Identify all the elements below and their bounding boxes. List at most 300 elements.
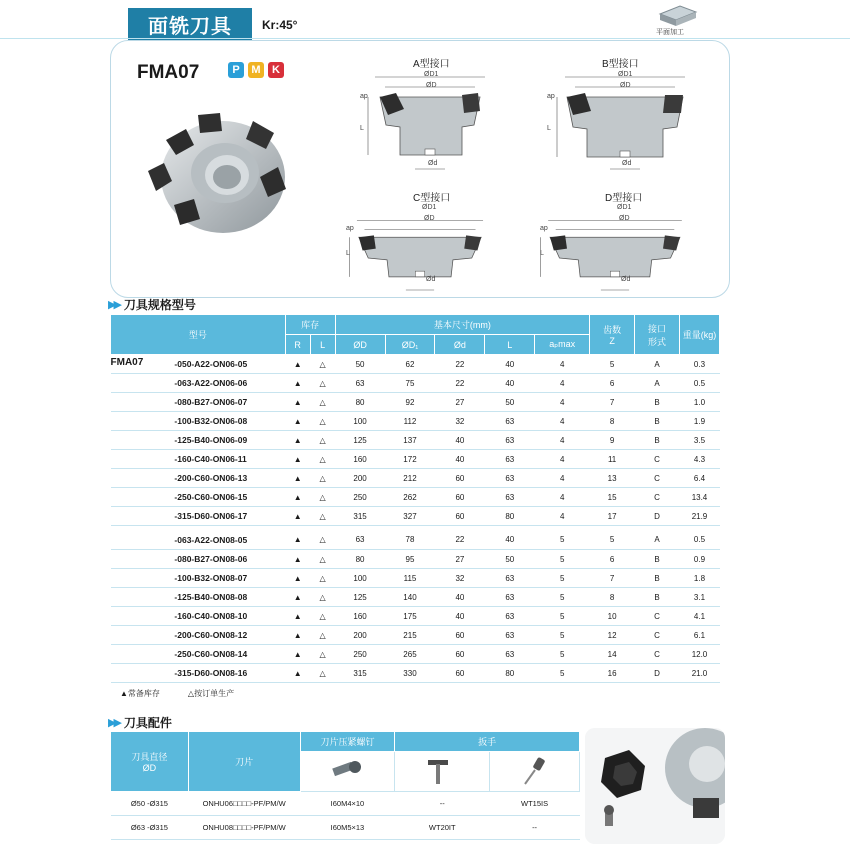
product-code: FMA07: [137, 62, 200, 83]
table-cell: △: [310, 507, 335, 526]
table-cell: B: [635, 393, 680, 412]
table-cell: 315: [335, 664, 385, 683]
model-cell: -100-B32-ON06-08: [170, 412, 285, 431]
table-row: [111, 816, 580, 840]
table-cell: A: [635, 355, 680, 374]
table-cell: △: [310, 531, 335, 550]
table-row: [111, 645, 720, 664]
model-cell: -250-C60-ON06-15: [170, 488, 285, 507]
model-prefix: [111, 412, 171, 431]
model-prefix: [111, 645, 171, 664]
table-cell: 27: [435, 550, 485, 569]
table-cell: 115: [385, 569, 435, 588]
table-cell: 60: [435, 626, 485, 645]
acc-header-wrench: 扳手: [395, 732, 580, 752]
diagram-c-title: C型接口: [413, 193, 451, 204]
screwdriver-icon: [515, 756, 555, 786]
table-cell: C: [635, 607, 680, 626]
model-cell: -200-C60-ON08-12: [170, 626, 285, 645]
table-cell: 1.8: [679, 569, 719, 588]
table-row: [111, 531, 720, 550]
model-cell: -080-B27-ON08-06: [170, 550, 285, 569]
table-cell: --: [490, 816, 580, 840]
table-cell: 0.5: [679, 531, 719, 550]
table-cell: ▲: [285, 664, 310, 683]
table-cell: 3.1: [679, 588, 719, 607]
table-cell: 63: [485, 588, 535, 607]
table-cell: 262: [385, 488, 435, 507]
table-cell: 63: [485, 450, 535, 469]
table-row: [111, 374, 720, 393]
model-cell: -315-D60-ON06-17: [170, 507, 285, 526]
model-prefix: [111, 626, 171, 645]
diagram-b-dd: Ød: [622, 160, 632, 167]
legend-stock: ▲常备库存: [120, 689, 160, 698]
material-badge-p: P: [228, 62, 244, 78]
table-cell: 265: [385, 645, 435, 664]
table-cell: 160: [335, 450, 385, 469]
table-cell: WT15IS: [490, 792, 580, 816]
table-cell: D: [635, 664, 680, 683]
accessories-section-heading: [108, 714, 172, 731]
header-weight: 重量(kg): [679, 315, 719, 355]
table-cell: 175: [385, 607, 435, 626]
table-cell: 6: [590, 374, 635, 393]
diagram-c: [340, 198, 500, 318]
table-cell: 15: [590, 488, 635, 507]
table-cell: 10: [590, 607, 635, 626]
table-cell: 5: [590, 531, 635, 550]
table-cell: 60: [435, 664, 485, 683]
table-cell: 0.9: [679, 550, 719, 569]
table-cell: ▲: [285, 550, 310, 569]
table-cell: B: [635, 569, 680, 588]
corner-label: 平面加工: [656, 29, 684, 36]
header-d: ØD: [335, 335, 385, 355]
table-cell: 63: [485, 569, 535, 588]
table-cell: 3.5: [679, 431, 719, 450]
diagram-a-ap: ap: [360, 93, 368, 100]
table-cell: ▲: [285, 626, 310, 645]
diagram-c-d: ØD: [424, 215, 435, 222]
table-cell: ▲: [285, 507, 310, 526]
table-row: [111, 550, 720, 569]
table-cell: 11: [590, 450, 635, 469]
table-cell: 0.5: [679, 374, 719, 393]
stock-legend: [120, 688, 234, 699]
table-cell: 80: [485, 664, 535, 683]
cutter-image: [128, 105, 303, 245]
table-cell: 5: [535, 645, 590, 664]
table-cell: 7: [590, 569, 635, 588]
diagram-d: [535, 198, 695, 318]
table-cell: 60: [435, 507, 485, 526]
table-cell: 63: [485, 469, 535, 488]
table-cell: Ø63 -Ø315: [111, 816, 189, 840]
table-cell: 4: [535, 393, 590, 412]
table-cell: WT20IT: [395, 816, 490, 840]
table-cell: 80: [485, 507, 535, 526]
kr-angle-label: Kr:45°: [262, 18, 298, 32]
table-row: [111, 450, 720, 469]
table-row: [111, 393, 720, 412]
table-cell: 8: [590, 588, 635, 607]
material-badge-k: K: [268, 62, 284, 78]
table-cell: 27: [435, 393, 485, 412]
table-cell: 8: [590, 412, 635, 431]
table-row: [111, 412, 720, 431]
header-divider: [0, 38, 850, 39]
table-row: [111, 488, 720, 507]
table-cell: △: [310, 645, 335, 664]
header-model: 型号: [111, 315, 286, 355]
table-cell: ▲: [285, 374, 310, 393]
screw-icon-cell: [300, 752, 395, 792]
table-cell: 4: [535, 507, 590, 526]
table-cell: 160: [335, 607, 385, 626]
table-row: [111, 507, 720, 526]
table-cell: △: [310, 626, 335, 645]
table-cell: 63: [335, 531, 385, 550]
table-cell: △: [310, 488, 335, 507]
model-cell: -125-B40-ON06-09: [170, 431, 285, 450]
table-cell: 40: [435, 607, 485, 626]
diagram-d-d1: ØD1: [617, 204, 632, 211]
table-cell: 4: [535, 431, 590, 450]
model-prefix: [111, 507, 171, 526]
table-cell: 215: [385, 626, 435, 645]
table-cell: ▲: [285, 569, 310, 588]
table-cell: 40: [485, 374, 535, 393]
table-cell: ▲: [285, 488, 310, 507]
table-cell: 315: [335, 507, 385, 526]
table-cell: 80: [335, 550, 385, 569]
diagram-d-d: ØD: [619, 215, 630, 222]
table-cell: 9: [590, 431, 635, 450]
table-cell: △: [310, 374, 335, 393]
table-cell: 40: [435, 588, 485, 607]
model-prefix: [111, 664, 171, 683]
table-cell: 21.9: [679, 507, 719, 526]
diagram-c-ap: ap: [346, 225, 354, 232]
header-ap: aₚmax: [535, 335, 590, 355]
screwdriver-icon-cell: [490, 752, 580, 792]
table-cell: ▲: [285, 588, 310, 607]
model-prefix: [111, 393, 171, 412]
table-cell: C: [635, 450, 680, 469]
table-cell: A: [635, 374, 680, 393]
insert-photo: [585, 728, 725, 844]
table-cell: D: [635, 507, 680, 526]
table-cell: 212: [385, 469, 435, 488]
table-cell: △: [310, 588, 335, 607]
diagram-a-dd: Ød: [428, 160, 438, 167]
table-cell: 13.4: [679, 488, 719, 507]
table-cell: 22: [435, 374, 485, 393]
model-cell: -050-A22-ON06-05: [170, 355, 285, 374]
acc-header-insert: 刀片: [188, 732, 300, 792]
table-cell: B: [635, 588, 680, 607]
table-cell: ▲: [285, 645, 310, 664]
table-cell: 63: [485, 412, 535, 431]
legend-order: △按订单生产: [187, 689, 235, 698]
table-cell: 140: [385, 588, 435, 607]
header-teeth: 齿数 Z: [590, 315, 635, 355]
table-cell: 5: [535, 664, 590, 683]
model-prefix: [111, 531, 171, 550]
acc-header-screw: 刀片压紧螺钉: [300, 732, 395, 752]
model-cell: -160-C40-ON08-10: [170, 607, 285, 626]
diagram-a-d: ØD: [426, 82, 437, 89]
table-cell: 250: [335, 645, 385, 664]
torx-wrench-icon: [422, 756, 462, 786]
acc-header-diameter: 刀具直径 ØD: [111, 732, 189, 792]
table-cell: 92: [385, 393, 435, 412]
diagram-b-d1: ØD1: [618, 71, 633, 78]
table-cell: 112: [385, 412, 435, 431]
table-cell: ▲: [285, 393, 310, 412]
table-cell: 12.0: [679, 645, 719, 664]
table-cell: Ø50 -Ø315: [111, 792, 189, 816]
table-cell: 0.3: [679, 355, 719, 374]
table-cell: B: [635, 431, 680, 450]
table-row: [111, 792, 580, 816]
table-cell: 63: [485, 645, 535, 664]
table-cell: 5: [535, 531, 590, 550]
spec-section-heading: [108, 296, 196, 313]
table-cell: 330: [385, 664, 435, 683]
table-cell: 75: [385, 374, 435, 393]
model-cell: -100-B32-ON08-07: [170, 569, 285, 588]
double-chevron-icon: ▶▶: [108, 717, 119, 729]
diagram-a-d1: ØD1: [424, 71, 439, 78]
table-cell: ONHU06□□□□-PF/PM/W: [188, 792, 300, 816]
table-row: [111, 607, 720, 626]
table-cell: 60: [435, 645, 485, 664]
model-cell: -063-A22-ON06-06: [170, 374, 285, 393]
table-cell: 137: [385, 431, 435, 450]
table-cell: 200: [335, 626, 385, 645]
table-cell: --: [395, 792, 490, 816]
table-cell: 5: [535, 626, 590, 645]
table-cell: ONHU08□□□□-PF/PM/W: [188, 816, 300, 840]
table-cell: 16: [590, 664, 635, 683]
table-cell: 63: [485, 431, 535, 450]
diagram-b-l: L: [547, 125, 551, 132]
table-cell: 40: [435, 431, 485, 450]
model-prefix: [111, 450, 171, 469]
table-cell: 4: [535, 469, 590, 488]
torx-wrench-icon-cell: [395, 752, 490, 792]
table-cell: 62: [385, 355, 435, 374]
table-cell: 32: [435, 412, 485, 431]
table-cell: △: [310, 393, 335, 412]
table-cell: 50: [335, 355, 385, 374]
table-cell: 5: [535, 569, 590, 588]
spec-table: [110, 314, 720, 683]
model-prefix: [111, 569, 171, 588]
table-cell: 17: [590, 507, 635, 526]
model-cell: -200-C60-ON06-13: [170, 469, 285, 488]
table-cell: 63: [335, 374, 385, 393]
table-cell: 32: [435, 569, 485, 588]
model-prefix: [111, 469, 171, 488]
table-row: [111, 588, 720, 607]
table-cell: 5: [535, 607, 590, 626]
table-cell: 100: [335, 569, 385, 588]
model-prefix: [111, 550, 171, 569]
table-cell: 1.0: [679, 393, 719, 412]
table-cell: 4.1: [679, 607, 719, 626]
diagram-a-title: A型接口: [413, 59, 450, 70]
table-cell: 6.1: [679, 626, 719, 645]
table-cell: △: [310, 569, 335, 588]
model-prefix: [111, 431, 171, 450]
diagram-d-title: D型接口: [605, 193, 643, 204]
material-badge-m: M: [248, 62, 264, 78]
table-cell: 40: [435, 450, 485, 469]
table-cell: 95: [385, 550, 435, 569]
header-dims: 基本尺寸(mm): [335, 315, 590, 335]
table-cell: 22: [435, 531, 485, 550]
table-cell: 5: [535, 588, 590, 607]
model-prefix: [111, 588, 171, 607]
table-cell: 60: [435, 469, 485, 488]
header-dd: Ød: [435, 335, 485, 355]
table-cell: 40: [485, 531, 535, 550]
double-chevron-icon: ▶▶: [108, 299, 119, 311]
table-cell: I60M5×13: [300, 816, 395, 840]
table-cell: △: [310, 355, 335, 374]
table-cell: △: [310, 412, 335, 431]
table-cell: 6.4: [679, 469, 719, 488]
table-cell: 125: [335, 588, 385, 607]
table-cell: 250: [335, 488, 385, 507]
header-stock-l: L: [310, 335, 335, 355]
table-row: [111, 431, 720, 450]
table-cell: ▲: [285, 607, 310, 626]
model-cell: -063-A22-ON08-05: [170, 531, 285, 550]
table-cell: 40: [485, 355, 535, 374]
table-cell: 4: [535, 374, 590, 393]
diagram-c-dd: Ød: [426, 276, 436, 283]
table-cell: 50: [485, 550, 535, 569]
accessories-section-title: 刀具配件: [123, 716, 172, 730]
table-cell: 21.0: [679, 664, 719, 683]
table-cell: 172: [385, 450, 435, 469]
table-cell: 60: [435, 488, 485, 507]
table-cell: 125: [335, 431, 385, 450]
table-cell: 22: [435, 355, 485, 374]
model-cell: -250-C60-ON08-14: [170, 645, 285, 664]
table-cell: C: [635, 488, 680, 507]
accessories-table: [110, 731, 580, 840]
table-cell: 4.3: [679, 450, 719, 469]
table-cell: 63: [485, 488, 535, 507]
model-cell: -125-B40-ON08-08: [170, 588, 285, 607]
table-cell: C: [635, 469, 680, 488]
table-cell: 5: [535, 550, 590, 569]
table-cell: ▲: [285, 412, 310, 431]
table-cell: 200: [335, 469, 385, 488]
table-cell: 80: [335, 393, 385, 412]
table-cell: △: [310, 450, 335, 469]
table-cell: △: [310, 664, 335, 683]
screw-icon: [327, 759, 367, 783]
table-cell: 4: [535, 355, 590, 374]
table-cell: 7: [590, 393, 635, 412]
table-cell: A: [635, 531, 680, 550]
table-cell: B: [635, 412, 680, 431]
table-cell: I60M4×10: [300, 792, 395, 816]
table-cell: 327: [385, 507, 435, 526]
table-cell: 6: [590, 550, 635, 569]
table-row: [111, 626, 720, 645]
table-cell: ▲: [285, 531, 310, 550]
table-cell: C: [635, 626, 680, 645]
diagram-a-l: L: [360, 125, 364, 132]
diagram-d-ap: ap: [540, 225, 548, 232]
table-cell: 100: [335, 412, 385, 431]
table-cell: C: [635, 645, 680, 664]
table-cell: △: [310, 550, 335, 569]
table-cell: 14: [590, 645, 635, 664]
model-prefix: FMA07: [111, 355, 171, 374]
model-cell: -160-C40-ON06-11: [170, 450, 285, 469]
model-prefix: [111, 607, 171, 626]
model-cell: -080-B27-ON06-07: [170, 393, 285, 412]
table-cell: 63: [485, 626, 535, 645]
table-cell: 50: [485, 393, 535, 412]
model-prefix: [111, 488, 171, 507]
table-cell: 4: [535, 412, 590, 431]
diagram-d-dd: Ød: [621, 276, 631, 283]
header-l: L: [485, 335, 535, 355]
table-cell: ▲: [285, 431, 310, 450]
diagram-d-l: L: [540, 250, 544, 257]
spec-section-title: 刀具规格型号: [123, 298, 196, 312]
table-cell: 63: [485, 607, 535, 626]
table-cell: ▲: [285, 355, 310, 374]
header-interface: 接口 形式: [635, 315, 680, 355]
table-row: [111, 469, 720, 488]
table-cell: 78: [385, 531, 435, 550]
table-cell: 5: [590, 355, 635, 374]
header-d1: ØD₁: [385, 335, 435, 355]
table-row: [111, 355, 720, 374]
page-title: 面铣刀具: [128, 8, 252, 40]
table-cell: ▲: [285, 450, 310, 469]
header-stock-r: R: [285, 335, 310, 355]
header-stock: 库存: [285, 315, 335, 335]
table-row: [111, 664, 720, 683]
diagram-b-d: ØD: [620, 82, 631, 89]
table-row: [111, 569, 720, 588]
table-cell: ▲: [285, 469, 310, 488]
table-cell: △: [310, 431, 335, 450]
diagram-c-d1: ØD1: [422, 204, 437, 211]
model-prefix: [111, 374, 171, 393]
table-cell: 13: [590, 469, 635, 488]
table-cell: 1.9: [679, 412, 719, 431]
table-cell: △: [310, 469, 335, 488]
table-cell: △: [310, 607, 335, 626]
diagram-b-ap: ap: [547, 93, 555, 100]
table-cell: 12: [590, 626, 635, 645]
model-cell: -315-D60-ON08-16: [170, 664, 285, 683]
diagram-c-l: L: [346, 250, 350, 257]
table-cell: 4: [535, 488, 590, 507]
